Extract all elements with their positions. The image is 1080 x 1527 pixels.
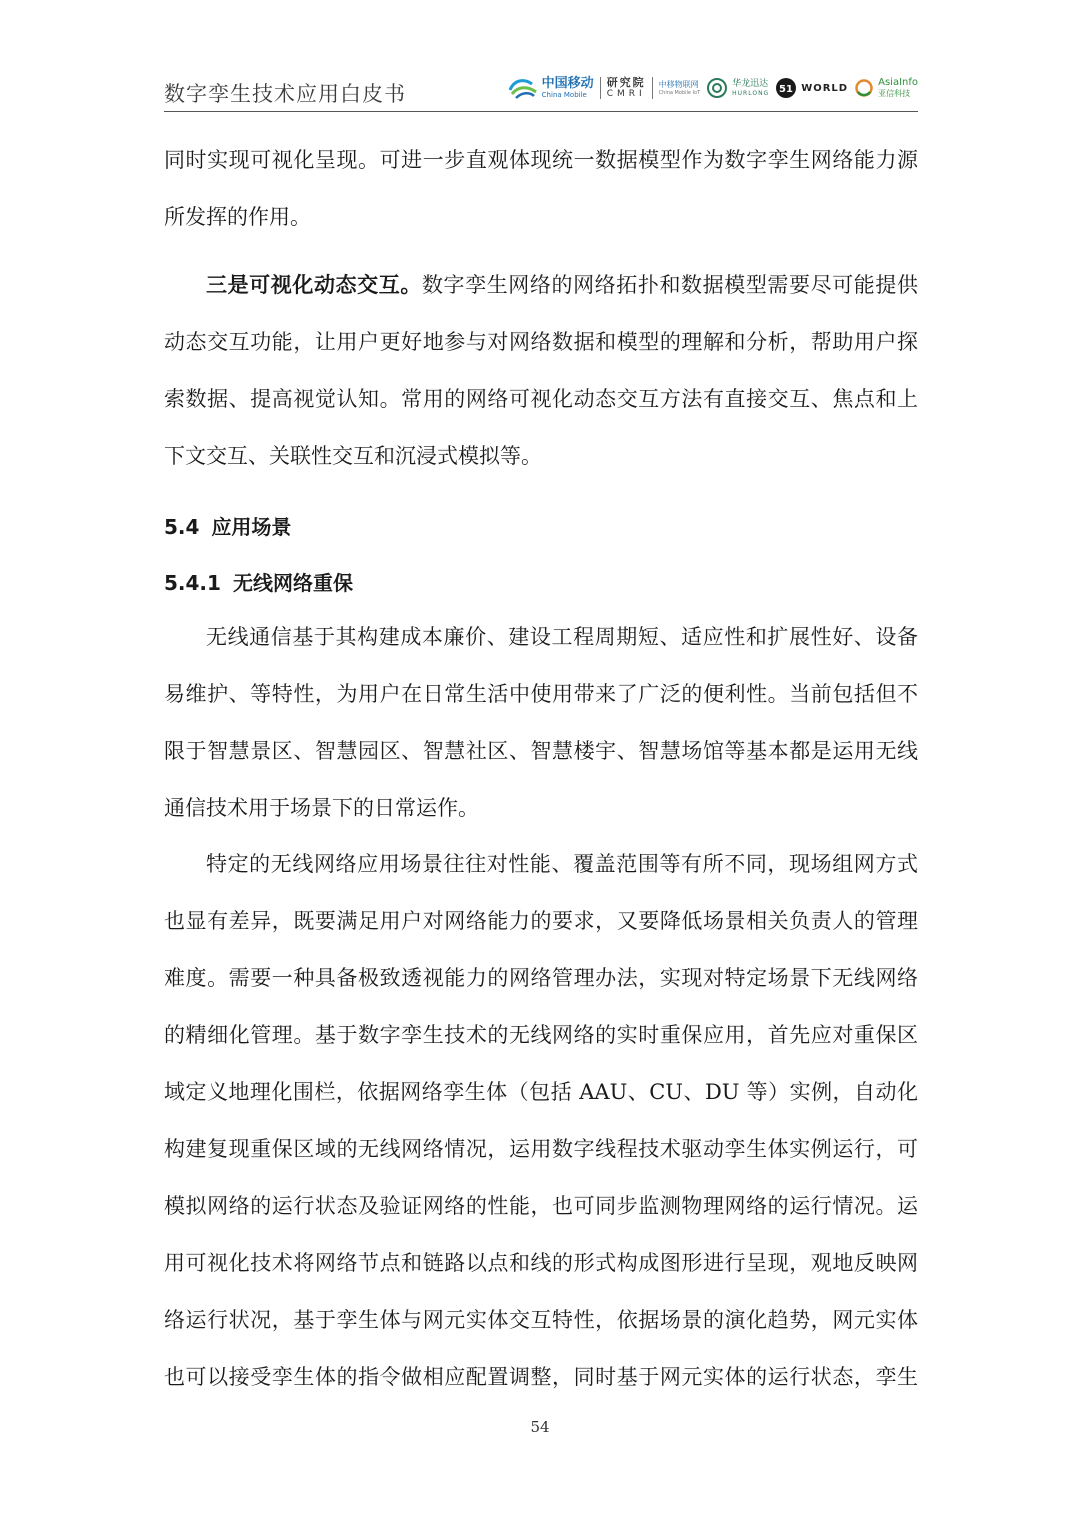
logo-divider [652,77,653,99]
header-divider [164,111,918,112]
text-line: 也显有差异，既要满足用户对网络能力的要求，又要降低场景相关负责人的管理 [164,909,918,933]
text-line: 的精细化管理。基于数字孪生技术的无线网络的实时重保应用，首先应对重保区 [164,1023,918,1047]
text-line: 用可视化技术将网络节点和链路以点和线的形式构成图形进行呈现，观地反映网 [164,1251,918,1275]
text-line: 构建复现重保区域的无线网络情况，运用数字线程技术驱动孪生体实例运行，可 [164,1137,918,1161]
section-heading-5-4 [164,511,291,540]
section-title: 应用场景 [211,515,292,539]
51world-badge-icon [775,77,797,99]
text-line: 限于智慧景区、智慧园区、智慧社区、智慧楼宇、智慧场馆等基本都是运用无线 [164,739,918,763]
section-title: 无线网络重保 [232,571,353,595]
hurlong-name: 华龙迅达 [732,78,769,89]
logo-divider [600,77,601,99]
document-title: 数字孪生技术应用白皮书 [164,82,406,106]
partner-logos [508,72,918,104]
text-line: 也可以接受孪生体的指令做相应配置调整，同时基于网元实体的运行状态，孪生 [164,1365,918,1389]
paragraph-dynamic-interaction [164,256,918,485]
iot-english: China Mobile IoT [658,89,701,96]
china-mobile-logo [508,76,594,100]
text-line: 同时实现可视化呈现。可进一步直观体现统一数据模型作为数字孪生网络能力源 [164,148,918,172]
paragraph-wireless-scenario [164,836,918,1406]
text-line: 难度。需要一种具备极致透视能力的网络管理办法，实现对特定场景下无线网络 [164,966,918,990]
page-header [164,68,918,110]
text-line: 下文交互、关联性交互和沉浸式模拟等。 [164,444,542,468]
asiainfo-emblem-icon [854,78,874,98]
text-line: 特定的无线网络应用场景往往对性能、覆盖范围等有所不同，现场组网方式 [206,852,918,876]
text-line: 无线通信基于其构建成本廉价、建设工程周期短、适应性和扩展性好、设备 [206,625,918,649]
text-line: 易维护、等特性，为用户在日常生活中使用带来了广泛的便利性。当前包括但不 [164,682,918,706]
section-number: 5.4 [164,515,200,539]
51world-logo [775,77,848,99]
text-line: 通信技术用于场景下的日常运作。 [164,796,479,820]
section-heading-5-4-1 [164,567,353,596]
paragraph-wireless-intro [164,609,918,837]
text-line: 动态交互功能，让用户更好地参与对网络数据和模型的理解和分析，帮助用户探 [164,330,918,354]
text-line: 络运行状况，基于孪生体与网元实体交互特性，依据场景的演化趋势，网元实体 [164,1308,918,1332]
china-mobile-name: 中国移动 [541,76,594,91]
text-line: 模拟网络的运行状态及验证网络的性能，也可同步监测物理网络的运行情况。运 [164,1194,918,1218]
asiainfo-logo [854,78,918,98]
text-line: 索数据、提高视觉认知。常用的网络可视化动态交互方法有直接交互、焦点和上 [164,387,918,411]
51world-name: WORLD [801,82,849,94]
hurlong-english: HURLONG [732,89,770,97]
text-line: 域定义地理化围栏，依据网络孪生体（包括 AAU、CU、DU 等）实例，自动化 [164,1080,918,1104]
asiainfo-chinese: 亚信科技 [878,89,911,98]
china-mobile-iot-logo [659,81,700,96]
paragraph-lead: 三是可视化动态交互。 [206,272,422,297]
china-mobile-english: China Mobile [541,91,587,99]
hurlong-logo [706,77,769,99]
text-run: 数字孪生网络的网络拓扑和数据模型需要尽可能提供 [421,273,918,297]
iot-name: 中移物联网 [658,79,699,89]
page-number: 54 [530,1418,550,1436]
asiainfo-name: AsiaInfo [878,77,918,88]
hurlong-emblem-icon [706,77,728,99]
text-line: 所发挥的作用。 [164,205,311,229]
cmri-logo [607,77,646,99]
paragraph-visualization-continued [164,132,918,246]
text-line [164,256,918,314]
51world-badge-text: 51 [779,84,794,95]
china-mobile-emblem-icon [508,76,538,100]
cmri-name: 研究院 [606,76,646,89]
cmri-abbr: CMRI [606,89,646,99]
section-number: 5.4.1 [164,571,221,595]
